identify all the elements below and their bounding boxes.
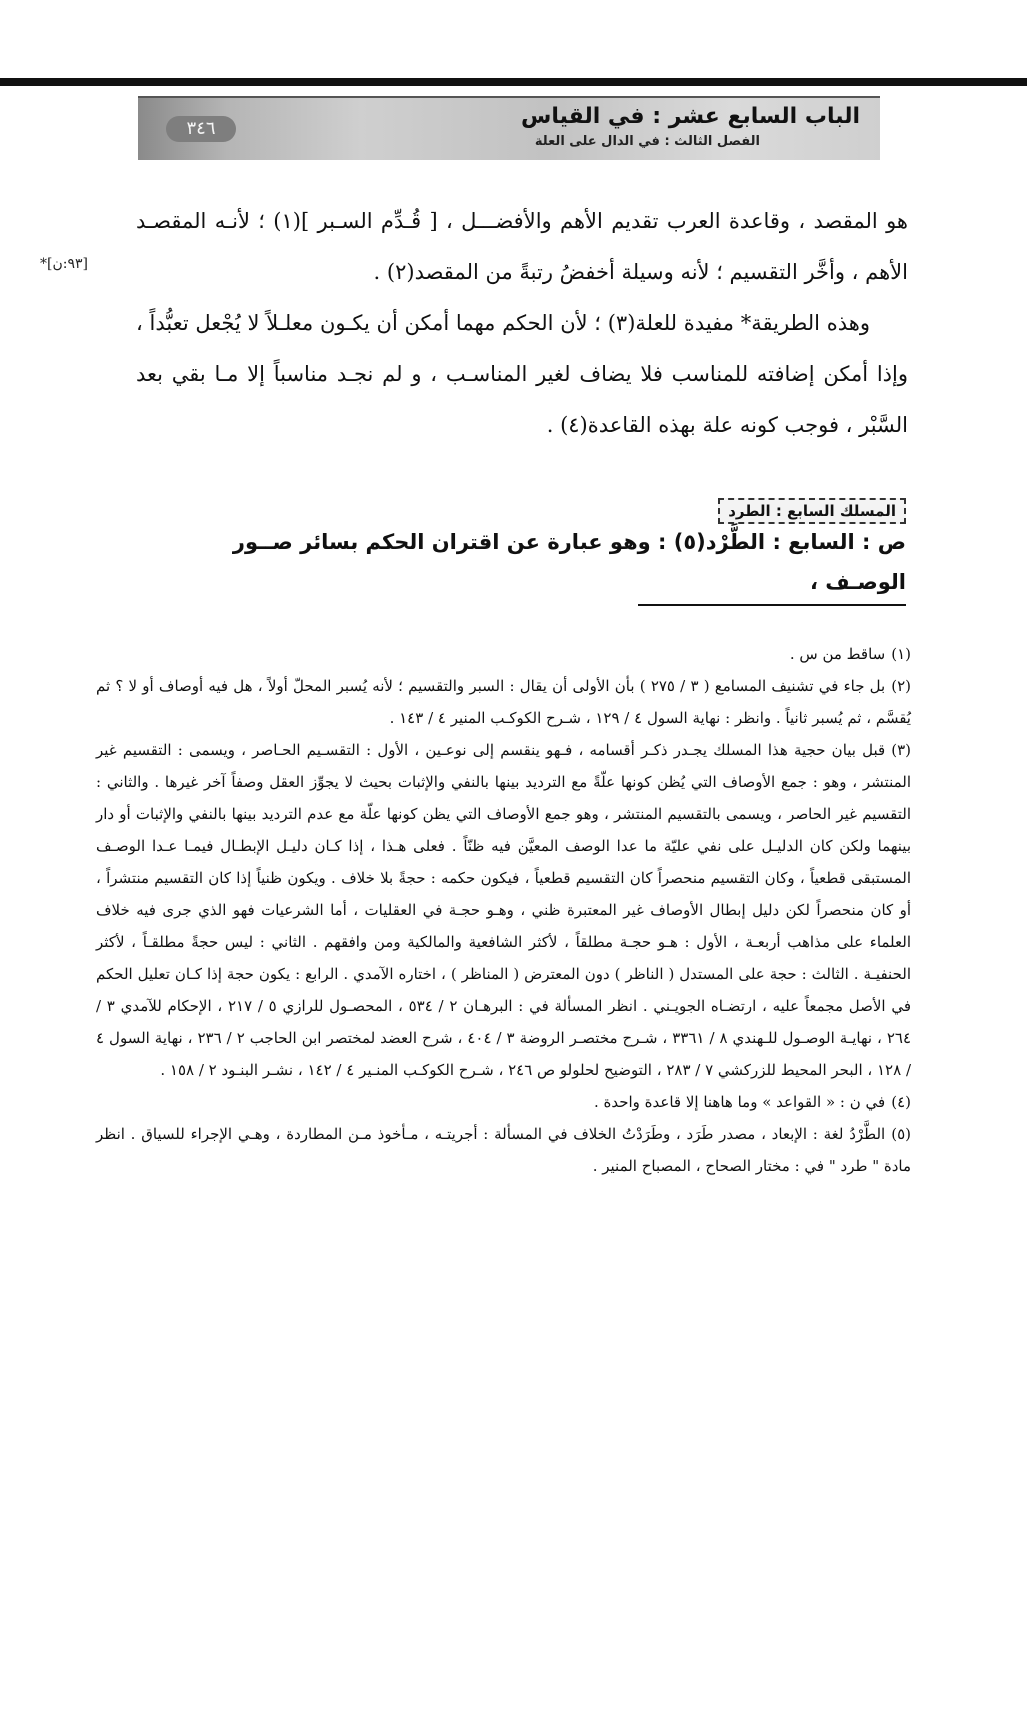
- footnote-text: الطَّرْدُ لغة : الإبعاد ، مصدر طَرَد ، وطَرَدْتُ الخلاف في المسألة : أجريتـه ، مـأخوذ مـن المطاردة ، وهـي الإجراء للسياق . انظر مادة " طرد " في : مختار الصحاح ، المصباح المنير .: [96, 1125, 911, 1175]
- footnote-separator: [638, 604, 906, 606]
- section-label: المسلك السابع : الطرد: [718, 498, 906, 524]
- footnote-text: في ن : « القواعد » وما هاهنا إلا قاعدة واحدة .: [593, 1093, 886, 1111]
- top-rule: [0, 78, 1027, 86]
- footnote-number: (٤): [891, 1093, 911, 1111]
- footnote-text: ساقط من س .: [789, 645, 886, 663]
- paragraph-2: وهذه الطريقة* مفيدة للعلة(٣) ؛ لأن الحكم مهما أمكن أن يكـون معلـلاً لا يُجْعل تعبُّداً ، وإذا أمكن إضافته للمناسب فلا يضاف لغير المناسـب ، و لم نجـد مناسباً إلا مـا بقي بعد السَّبْر ، فوجب كونه علة بهذه القاعدة(٤) .: [136, 311, 908, 437]
- footnotes: [96, 638, 911, 1182]
- footnote-number: (١): [891, 645, 911, 663]
- footnote-number: (٣): [891, 741, 911, 759]
- footnote-number: (٥): [891, 1125, 911, 1143]
- footnote-text: قبل بيان حجية هذا المسلك يجـدر ذكـر أقسامه ، فـهو ينقسم إلى نوعـين ، الأول : التقسـيم الحـاصر ، ويسمى : التقسيم غير المنتشر ، وهو : جمع الأوصاف التي يُظن كونها علّةً مع الترديد بينها بالنفي والإثبات بحيث لا يجوِّز العقل وصفاً آخر غيرها . والثاني : التقسيم غير الحاصر ، ويسمى بالتقسيم المنتشر ، وهو جمع الأوصاف التي يظن كونها علّة مع عدم الترديد بينها بالنفي والإثبات أو دار بينهما ولكن كان الدليـل على نفي عليّة ما عدا الوصف المعيَّن فيه ظنّاً . فعلى هـذا ، إذا كـان دليـل الإبطـال فيمـا عـدا الوصـف المستبقى قطعياً ، وكان التقسيم منحصراً كان التقسيم قطعياً ، فيكون حكمه : حجةً بلا خلاف . ويكون ظنياً إذا كان التقسيم منتشراً ، أو كان منحصراً لكن دليل إبطال الأوصاف غير المعتبرة ظني ، وهـو حجـة في العقليات ، أما الشرعيات فهو الذي جرى فيه خلاف العلماء على مذاهب أربعـة ، الأول : هـو حجـة مطلقاً ، لأكثر الشافعية والمالكية ومن وافقهم . الثاني : ليس حجةً مطلقـاً ، لأكثر الحنفيـة . الثالث : حجة على المستدل ( الناظر ) دون المعترض ( المناظر ) ، اختاره الآمدي . الرابع : يكون حجة إذا كـان تعليل الحكم في الأصل مجمعاً عليه ، ارتضـاه الجويـني . انظر المسألة في : البرهـان ٢ / ٥٣٤ ، المحصـول للرازي ٥ / ٢١٧ ، الإحكام للآمدي ٣ / ٢٦٤ ، نهايـة الوصـول للـهندي ٨ / ٣٣٦١ ، شـرح مختصـر الروضة ٣ / ٤٠٤ ، شرح العضد لمختصر ابن الحاجب ٢ / ٢٣٦ ، نهاية السول ٤ / ١٢٨ ، البحر المحيط للزركشي ٧ / ٢٨٣ ، التوضيح لحلولو ص ٢٤٦ ، شـرح الكوكـب المنـير ٤ / ١٤٢ ، نشـر البنـود ٢ / ١٥٨ .: [96, 741, 912, 1079]
- chapter-title: الباب السابع عشر : في القياس: [521, 104, 860, 129]
- matn-text: ص : السابع : الطَّرْد(٥) : وهو عبارة عن اقتران الحكم بسائر صــور الوصـف ،: [232, 530, 906, 594]
- main-text: [136, 196, 908, 451]
- running-header: [138, 96, 880, 160]
- page-number: ٣٤٦: [166, 116, 236, 142]
- paragraph-1: هو المقصد ، وقاعدة العرب تقديم الأهم والأفضـــل ، [ قُـدِّم السـبر ](١) ؛ لأنـه المقصـد الأهم ، وأخَّر التقسيم ؛ لأنه وسيلة أخفضُ رتبةً من المقصد(٢) .: [136, 209, 908, 284]
- footnote: [96, 638, 911, 670]
- footnote-text: بل جاء في تشنيف المسامع ( ٣ / ٢٧٥ ) بأن الأولى أن يقال : السبر والتقسيم ؛ لأنه يُسبر المحلّ أولاً ، هل فيه أوصاف أو لا ؟ ثم يُقسَّم ، ثم يُسبر ثانياً . وانظر : نهاية السول ٤ / ١٢٩ ، شـرح الكوكـب المنير ٤ / ١٤٣ .: [96, 677, 911, 727]
- footnote: [96, 1118, 911, 1182]
- margin-reference: *[٩٣:ن]: [40, 256, 88, 272]
- footnote-number: (٢): [891, 677, 911, 695]
- section-subtitle: الفصل الثالث : في الدال على العلة: [534, 134, 760, 149]
- footnote: [96, 670, 911, 734]
- footnote: [96, 1086, 911, 1118]
- footnote: [96, 734, 911, 1086]
